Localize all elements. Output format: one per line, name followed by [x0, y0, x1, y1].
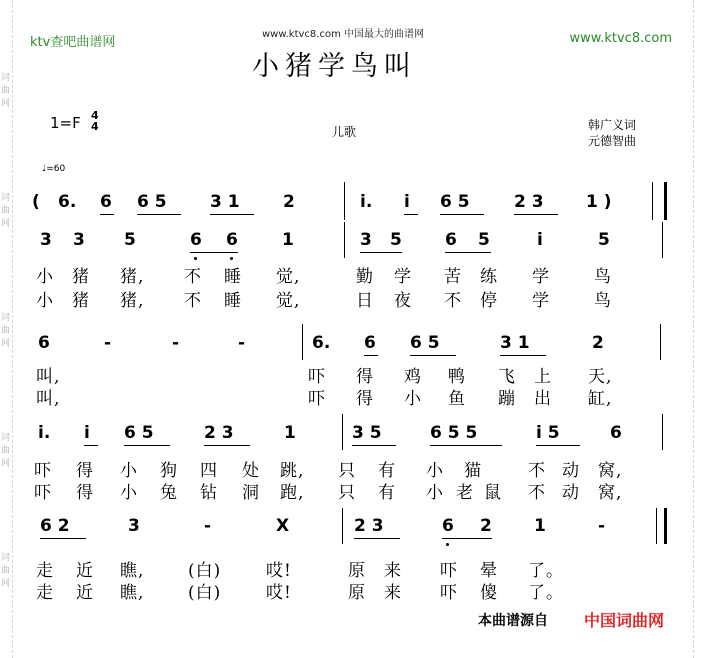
note: 6 5	[124, 423, 154, 443]
time-signature	[91, 110, 99, 132]
lyric-syllable: 近	[76, 561, 94, 581]
low-octave-dot	[230, 257, 233, 260]
lyric-syllable: 吓	[308, 367, 326, 387]
underline	[204, 445, 250, 446]
note: 6	[442, 516, 454, 536]
note: 3	[128, 516, 140, 536]
lyric-syllable: 动	[562, 461, 580, 481]
lyric-syllable: 得	[76, 483, 94, 503]
note: 1	[534, 516, 546, 536]
note: 6	[100, 192, 112, 212]
lyric-syllable: 不	[184, 291, 202, 311]
lyric-syllable: (白)	[188, 561, 222, 581]
lyric-syllable: 天,	[588, 367, 613, 387]
note: -	[172, 333, 180, 353]
lyric-syllable: 出	[534, 389, 552, 409]
note: (	[32, 192, 40, 212]
barline	[302, 324, 303, 360]
lyric-syllable: 了。	[528, 561, 564, 581]
underline	[84, 445, 98, 446]
note: 6 2	[40, 516, 70, 536]
right-watermark-strip	[693, 0, 706, 658]
left-watermark-strip	[0, 0, 13, 658]
underline	[410, 355, 456, 356]
lyric-syllable: 猪	[72, 291, 90, 311]
note: 6	[226, 230, 238, 250]
note: i 5	[536, 423, 560, 443]
underline	[40, 538, 86, 539]
note: i	[404, 192, 410, 212]
underline	[364, 355, 378, 356]
lyric-syllable: 洞	[242, 483, 260, 503]
underline	[190, 252, 238, 253]
note: 2	[592, 333, 604, 353]
underline	[137, 214, 181, 215]
note: 3	[40, 230, 52, 250]
barline	[344, 222, 345, 258]
underline	[210, 214, 254, 215]
note: 1	[282, 230, 294, 250]
low-octave-dot	[446, 543, 449, 546]
note: 3 1	[210, 192, 240, 212]
tempo-marking: ♩=60	[42, 164, 66, 174]
lyric-syllable: 练	[480, 267, 498, 287]
lyric-syllable: 苦	[444, 267, 462, 287]
lyric-syllable: 觉,	[276, 291, 301, 311]
lyric-syllable: 只	[338, 461, 356, 481]
lyric-syllable: 近	[76, 583, 94, 603]
note: X	[276, 516, 290, 536]
lyricist-credit: 韩广义词	[588, 118, 637, 132]
lyric-syllable: 蹦	[498, 389, 516, 409]
lyric-syllable: 得	[76, 461, 94, 481]
lyric-syllable: 了。	[528, 583, 564, 603]
site-watermark-right[interactable]: www.ktvc8.com	[569, 31, 672, 46]
lyric-syllable: 傻	[480, 583, 498, 603]
lyric-syllable: 晕	[480, 561, 498, 581]
lyric-syllable: 不	[528, 461, 546, 481]
note: 6 5	[410, 333, 440, 353]
lyric-syllable: 钻	[200, 483, 218, 503]
time-signature-bottom: 4	[91, 120, 99, 133]
lyric-syllable: 猫	[464, 461, 482, 481]
note: 2 3	[514, 192, 544, 212]
note: 6 5	[137, 192, 167, 212]
genre-label: 儿歌	[332, 125, 357, 139]
lyric-syllable: 不	[528, 483, 546, 503]
lyric-syllable: 小	[36, 267, 54, 287]
lyric-syllable: (白)	[188, 583, 222, 603]
lyric-syllable: 吓	[440, 583, 458, 603]
lyric-syllable: 只	[338, 483, 356, 503]
lyric-syllable: 小	[404, 389, 422, 409]
lyric-syllable: 瞧,	[120, 561, 145, 581]
underline	[430, 445, 502, 446]
lyric-syllable: 吓	[308, 389, 326, 409]
note: 2 3	[204, 423, 234, 443]
side-watermark: 词曲网	[1, 313, 11, 349]
underline	[124, 445, 170, 446]
note: 6 5	[440, 192, 470, 212]
lyric-syllable: 小	[120, 483, 138, 503]
lyric-syllable: 小	[36, 291, 54, 311]
song-title: 小猪学鸟叫	[252, 51, 417, 82]
composer-credit: 元德智曲	[588, 134, 637, 148]
lyric-syllable: 原	[348, 583, 366, 603]
lyric-syllable: 鸡	[404, 367, 422, 387]
lyric-syllable: 猪,	[120, 291, 145, 311]
note: 5	[478, 230, 490, 250]
lyric-syllable: 来	[384, 561, 402, 581]
lyric-syllable: 叫,	[36, 367, 61, 387]
note: 1	[284, 423, 296, 443]
underline	[440, 214, 484, 215]
lyric-syllable: 飞	[498, 367, 516, 387]
lyric-syllable: 窝,	[598, 461, 623, 481]
note: 6.	[58, 192, 77, 212]
lyric-syllable: 猪,	[120, 267, 145, 287]
note: 1 )	[586, 192, 612, 212]
lyric-syllable: 走	[36, 561, 54, 581]
note: -	[104, 333, 112, 353]
note: 3	[360, 230, 372, 250]
note: 6	[445, 230, 457, 250]
side-watermark: 词曲网	[1, 193, 11, 229]
lyric-syllable: 叫,	[36, 389, 61, 409]
note: 2	[283, 192, 295, 212]
low-octave-dot	[194, 257, 197, 260]
lyric-syllable: 四	[200, 461, 218, 481]
side-watermark: 词曲网	[1, 73, 11, 109]
barline	[664, 508, 667, 544]
lyric-syllable: 夜	[394, 291, 412, 311]
note: 3 5	[352, 423, 382, 443]
barline	[660, 324, 661, 360]
lyric-syllable: 哎!	[266, 583, 292, 603]
lyric-syllable: 睡	[224, 291, 242, 311]
underline	[404, 214, 418, 215]
lyric-syllable: 睡	[224, 267, 242, 287]
note: 6 5 5	[430, 423, 478, 443]
barline	[652, 182, 653, 220]
lyric-syllable: 觉,	[276, 267, 301, 287]
underline	[360, 252, 402, 253]
lyric-syllable: 鸟	[594, 291, 612, 311]
lyric-syllable: 学	[532, 267, 550, 287]
lyric-syllable: 狗	[160, 461, 178, 481]
note: i	[84, 423, 90, 443]
note: 3 1	[500, 333, 530, 353]
lyric-syllable: 来	[384, 583, 402, 603]
lyric-syllable: 窝,	[598, 483, 623, 503]
lyric-syllable: 老	[456, 483, 474, 503]
lyric-syllable: 吓	[440, 561, 458, 581]
note: 5	[390, 230, 402, 250]
note: 6	[38, 333, 50, 353]
site-watermark-left[interactable]: ktv查吧曲谱网	[30, 35, 116, 50]
barline	[344, 182, 345, 220]
lyric-syllable: 有	[378, 461, 396, 481]
note: 5	[124, 230, 136, 250]
note: 2	[480, 516, 492, 536]
lyric-syllable: 鼠	[484, 483, 502, 503]
note: -	[598, 516, 606, 536]
note: -	[238, 333, 246, 353]
barline	[662, 222, 663, 258]
barline	[342, 508, 343, 544]
lyric-syllable: 小	[426, 461, 444, 481]
barline	[664, 182, 667, 220]
note: i.	[38, 423, 51, 443]
side-watermark: 词曲网	[1, 433, 11, 469]
lyric-syllable: 吓	[34, 461, 52, 481]
lyric-syllable: 得	[356, 367, 374, 387]
note: 3	[73, 230, 85, 250]
time-signature-top: 4	[91, 109, 99, 122]
lyric-syllable: 勤	[356, 267, 374, 287]
barline	[656, 508, 657, 544]
lyric-syllable: 日	[356, 291, 374, 311]
note: 6	[190, 230, 202, 250]
lyric-syllable: 跳,	[280, 461, 305, 481]
underline	[536, 445, 580, 446]
lyric-syllable: 猪	[72, 267, 90, 287]
key-signature: 1=F	[50, 114, 81, 132]
lyric-syllable: 鸟	[594, 267, 612, 287]
barline	[662, 414, 663, 450]
lyric-syllable: 走	[36, 583, 54, 603]
lyric-syllable: 动	[562, 483, 580, 503]
lyric-syllable: 小	[120, 461, 138, 481]
underline	[354, 538, 400, 539]
lyric-syllable: 吓	[34, 483, 52, 503]
lyric-syllable: 得	[356, 389, 374, 409]
lyric-syllable: 上	[534, 367, 552, 387]
lyric-syllable: 停	[480, 291, 498, 311]
underline	[100, 214, 114, 215]
lyric-syllable: 鱼	[448, 389, 466, 409]
lyric-syllable: 哎!	[266, 561, 292, 581]
note: 5	[598, 230, 610, 250]
lyric-syllable: 兔	[160, 483, 178, 503]
lyric-syllable: 有	[378, 483, 396, 503]
lyric-syllable: 鸭	[448, 367, 466, 387]
lyric-syllable: 处	[242, 461, 260, 481]
underline	[352, 445, 396, 446]
note: 6	[610, 423, 622, 443]
lyric-syllable: 不	[444, 291, 462, 311]
lyric-syllable: 原	[348, 561, 366, 581]
lyric-syllable: 瞧,	[120, 583, 145, 603]
site-watermark-top: www.ktvc8.com 中国最大的曲谱网	[262, 29, 425, 40]
source-brand-link[interactable]: 中国词曲网	[584, 611, 665, 630]
lyric-syllable: 学	[394, 267, 412, 287]
lyric-syllable: 缸,	[588, 389, 613, 409]
underline	[442, 538, 492, 539]
underline	[445, 252, 491, 253]
lyric-syllable: 学	[532, 291, 550, 311]
side-watermark: 词曲网	[1, 553, 11, 589]
underline	[500, 355, 546, 356]
note: 6	[364, 333, 376, 353]
underline	[514, 214, 558, 215]
source-label: 本曲谱源自	[478, 613, 548, 629]
note: 2 3	[354, 516, 384, 536]
note: 6.	[312, 333, 331, 353]
note: i.	[360, 192, 373, 212]
note: -	[204, 516, 212, 536]
note: i	[537, 230, 543, 250]
lyric-syllable: 跑,	[280, 483, 305, 503]
lyric-syllable: 不	[184, 267, 202, 287]
lyric-syllable: 小	[426, 483, 444, 503]
barline	[342, 414, 343, 450]
